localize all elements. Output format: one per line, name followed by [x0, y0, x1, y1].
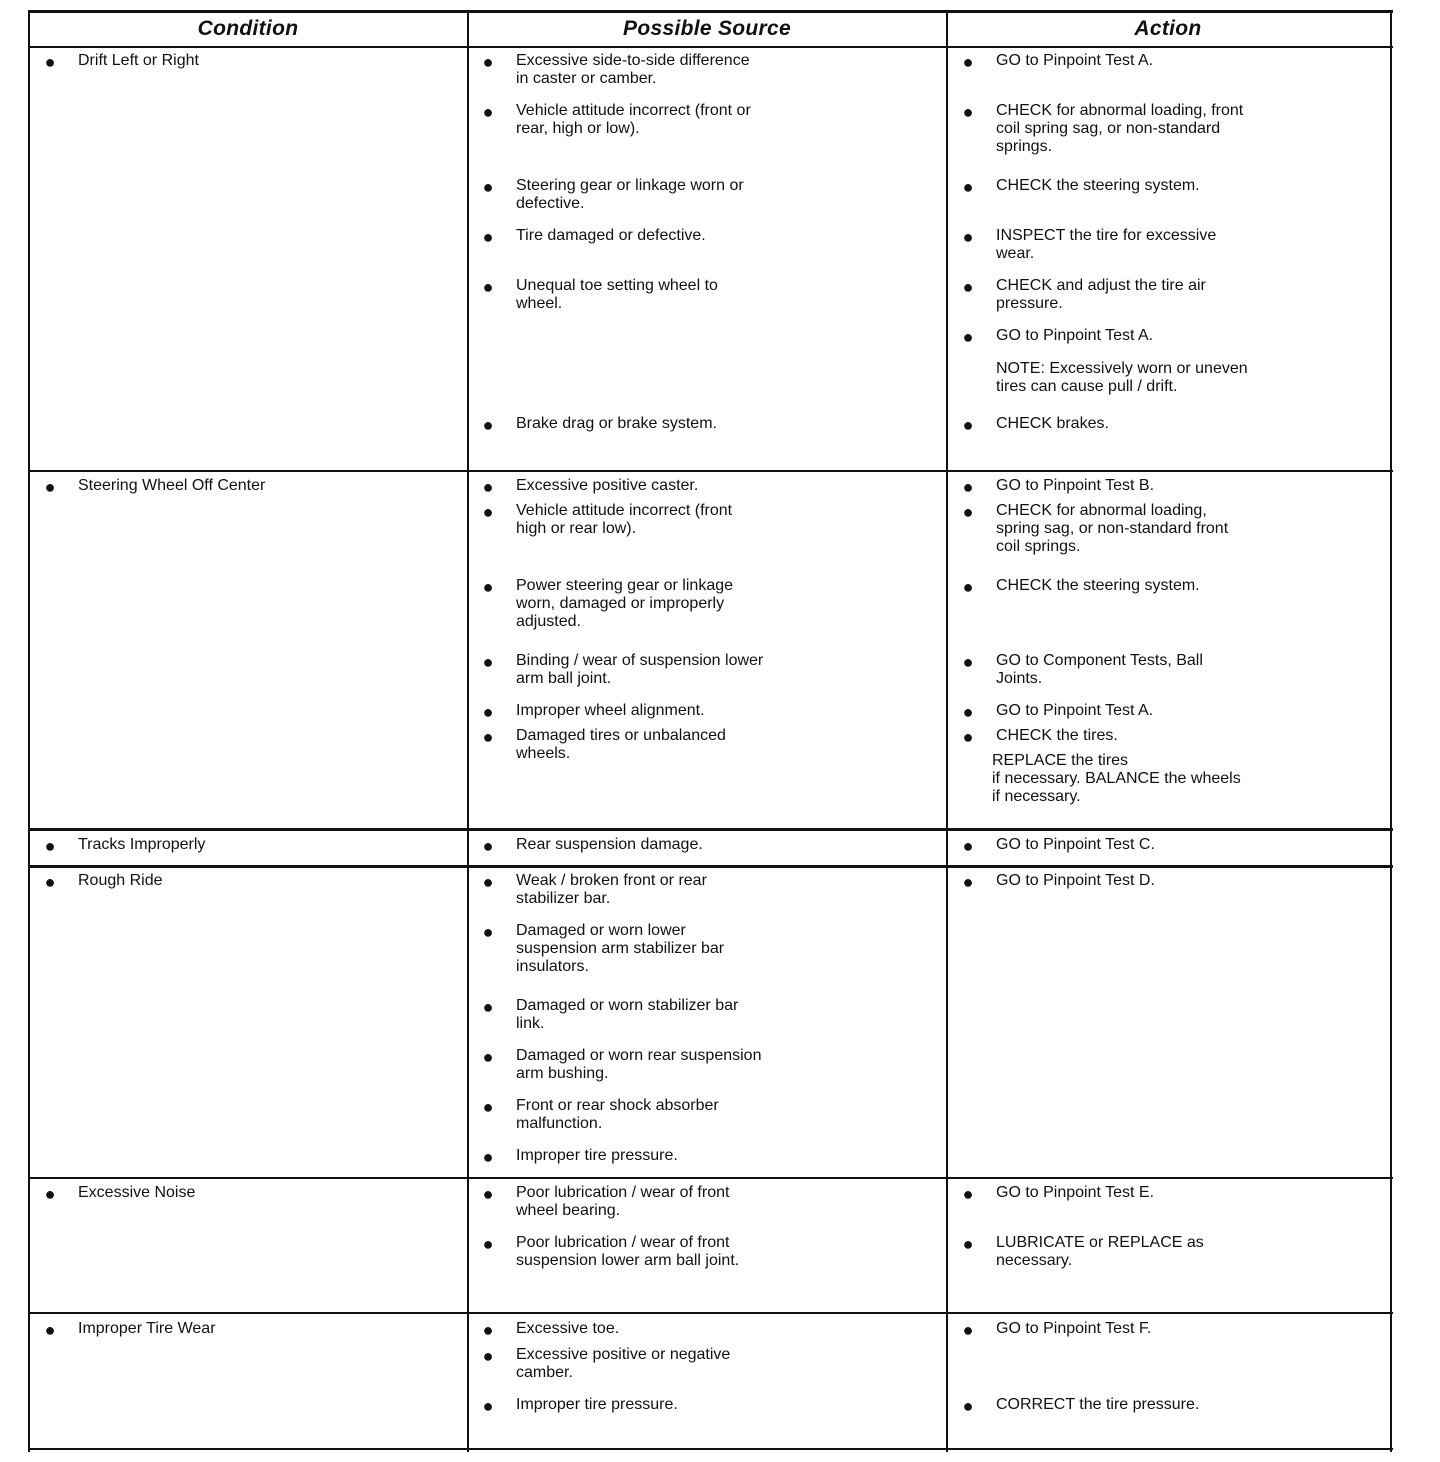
- action-item-text: GO to Pinpoint Test D.: [996, 872, 1155, 889]
- rule: [28, 10, 30, 1452]
- bullet-icon: ●: [482, 1184, 494, 1204]
- action-note: NOTE: Excessively worn or uneven tires can cause pull / drift.: [996, 360, 1248, 395]
- header-action: Action: [1134, 17, 1202, 40]
- source-item-text: Brake drag or brake system.: [516, 415, 717, 432]
- action-item-text: GO to Pinpoint Test E.: [996, 1184, 1155, 1201]
- source-item-text: Front or rear shock absorber malfunction.: [516, 1097, 719, 1132]
- action-item-text: CHECK the tires.: [996, 727, 1118, 744]
- bullet-icon: ●: [482, 1234, 494, 1254]
- bullet-icon: ●: [482, 415, 494, 435]
- action-item-text: GO to Pinpoint Test F.: [996, 1320, 1152, 1337]
- action-item-text: GO to Component Tests, Ball Joints.: [996, 652, 1203, 687]
- action-item-text: GO to Pinpoint Test A.: [996, 327, 1154, 344]
- bullet-icon: ●: [44, 477, 56, 497]
- source-item-text: Excessive positive caster.: [516, 477, 699, 494]
- source-item-text: Damaged or worn stabilizer bar link.: [516, 997, 739, 1032]
- bullet-icon: ●: [962, 1396, 974, 1416]
- bullet-icon: ●: [482, 227, 494, 247]
- action-item-text: CHECK for abnormal loading, front coil spring sag, or non-standard springs.: [996, 102, 1244, 155]
- bullet-icon: ●: [482, 1097, 494, 1117]
- bullet-icon: ●: [482, 702, 494, 722]
- bullet-icon: ●: [962, 577, 974, 597]
- bullet-icon: ●: [44, 1320, 56, 1340]
- header-possible-source: Possible Source: [623, 17, 791, 40]
- bullet-icon: ●: [962, 102, 974, 122]
- source-item-text: Excessive toe.: [516, 1320, 620, 1337]
- bullet-icon: ●: [962, 177, 974, 197]
- source-item-text: Excessive positive or negative camber.: [516, 1346, 731, 1381]
- action-item-text: GO to Pinpoint Test A.: [996, 52, 1154, 69]
- header-condition: Condition: [197, 17, 299, 40]
- bullet-icon: ●: [44, 1184, 56, 1204]
- action-item-text: CHECK the steering system.: [996, 177, 1200, 194]
- source-item-text: Improper tire pressure.: [516, 1147, 678, 1164]
- rule: [28, 46, 1393, 48]
- source-item-text: Improper wheel alignment.: [516, 702, 705, 719]
- source-item-text: Improper tire pressure.: [516, 1396, 678, 1413]
- action-item-text: CORRECT the tire pressure.: [996, 1396, 1200, 1413]
- bullet-icon: ●: [962, 727, 974, 747]
- bullet-icon: ●: [482, 477, 494, 497]
- condition-cell-text: Tracks Improperly: [78, 836, 206, 853]
- rule: [28, 1177, 1393, 1179]
- source-item-text: Steering gear or linkage worn or defective.: [516, 177, 744, 212]
- bullet-icon: ●: [962, 415, 974, 435]
- action-item-text: LUBRICATE or REPLACE as necessary.: [996, 1234, 1204, 1269]
- source-item-text: Damaged or worn lower suspension arm stabilizer bar insulators.: [516, 922, 725, 975]
- bullet-icon: ●: [962, 652, 974, 672]
- bullet-icon: ●: [482, 577, 494, 597]
- rule: [1390, 10, 1392, 1452]
- bullet-icon: ●: [482, 277, 494, 297]
- bullet-icon: ●: [482, 997, 494, 1017]
- source-item-text: Tire damaged or defective.: [516, 227, 706, 244]
- bullet-icon: ●: [962, 277, 974, 297]
- bullet-icon: ●: [44, 52, 56, 72]
- source-item-text: Unequal toe setting wheel to wheel.: [516, 277, 718, 312]
- bullet-icon: ●: [482, 102, 494, 122]
- bullet-icon: ●: [482, 1346, 494, 1366]
- bullet-icon: ●: [962, 327, 974, 347]
- bullet-icon: ●: [962, 872, 974, 892]
- action-item-text: GO to Pinpoint Test A.: [996, 702, 1154, 719]
- bullet-icon: ●: [482, 922, 494, 942]
- action-item-text: CHECK for abnormal loading, spring sag, or non-standard front coil springs.: [996, 502, 1229, 555]
- bullet-icon: ●: [482, 502, 494, 522]
- bullet-icon: ●: [962, 477, 974, 497]
- rule: [28, 1312, 1393, 1314]
- bullet-icon: ●: [962, 502, 974, 522]
- source-item-text: Power steering gear or linkage worn, damaged or improperly adjusted.: [516, 577, 734, 630]
- condition-cell-text: Rough Ride: [78, 872, 163, 889]
- condition-cell-text: Drift Left or Right: [78, 52, 199, 69]
- action-note: REPLACE the tires if necessary. BALANCE the wheels if necessary.: [992, 752, 1241, 805]
- bullet-icon: ●: [962, 836, 974, 856]
- rule: [28, 470, 1393, 472]
- bullet-icon: ●: [482, 872, 494, 892]
- bullet-icon: ●: [482, 177, 494, 197]
- rule: [28, 865, 1393, 868]
- bullet-icon: ●: [962, 1320, 974, 1340]
- bullet-icon: ●: [962, 702, 974, 722]
- action-item-text: GO to Pinpoint Test B.: [996, 477, 1155, 494]
- diagnosis-table: [28, 10, 1393, 1452]
- source-item-text: Damaged tires or unbalanced wheels.: [516, 727, 726, 762]
- rule: [28, 828, 1393, 831]
- bullet-icon: ●: [482, 1147, 494, 1167]
- rule: [946, 10, 948, 1452]
- source-item-text: Vehicle attitude incorrect (front or rear, high or low).: [516, 102, 751, 137]
- source-item-text: Poor lubrication / wear of front suspension lower arm ball joint.: [516, 1234, 740, 1269]
- bullet-icon: ●: [962, 1234, 974, 1254]
- condition-cell-text: Steering Wheel Off Center: [78, 477, 266, 494]
- bullet-icon: ●: [482, 727, 494, 747]
- source-item-text: Vehicle attitude incorrect (front high or rear low).: [516, 502, 733, 537]
- bullet-icon: ●: [44, 836, 56, 856]
- source-item-text: Excessive side-to-side difference in caster or camber.: [516, 52, 750, 87]
- bullet-icon: ●: [962, 227, 974, 247]
- action-item-text: CHECK and adjust the tire air pressure.: [996, 277, 1206, 312]
- condition-cell-text: Excessive Noise: [78, 1184, 196, 1201]
- source-item-text: Damaged or worn rear suspension arm bushing.: [516, 1047, 762, 1082]
- bullet-icon: ●: [482, 652, 494, 672]
- rule: [28, 1448, 1393, 1450]
- bullet-icon: ●: [44, 872, 56, 892]
- action-item-text: INSPECT the tire for excessive wear.: [996, 227, 1217, 262]
- bullet-icon: ●: [482, 52, 494, 72]
- bullet-icon: ●: [482, 1320, 494, 1340]
- source-item-text: Binding / wear of suspension lower arm ball joint.: [516, 652, 764, 687]
- action-item-text: CHECK the steering system.: [996, 577, 1200, 594]
- source-item-text: Weak / broken front or rear stabilizer bar.: [516, 872, 707, 907]
- bullet-icon: ●: [482, 1396, 494, 1416]
- rule: [467, 10, 469, 1452]
- bullet-icon: ●: [482, 1047, 494, 1067]
- condition-cell-text: Improper Tire Wear: [78, 1320, 216, 1337]
- bullet-icon: ●: [962, 52, 974, 72]
- source-item-text: Rear suspension damage.: [516, 836, 703, 853]
- action-item-text: GO to Pinpoint Test C.: [996, 836, 1155, 853]
- action-item-text: CHECK brakes.: [996, 415, 1109, 432]
- source-item-text: Poor lubrication / wear of front wheel bearing.: [516, 1184, 730, 1219]
- bullet-icon: ●: [962, 1184, 974, 1204]
- bullet-icon: ●: [482, 836, 494, 856]
